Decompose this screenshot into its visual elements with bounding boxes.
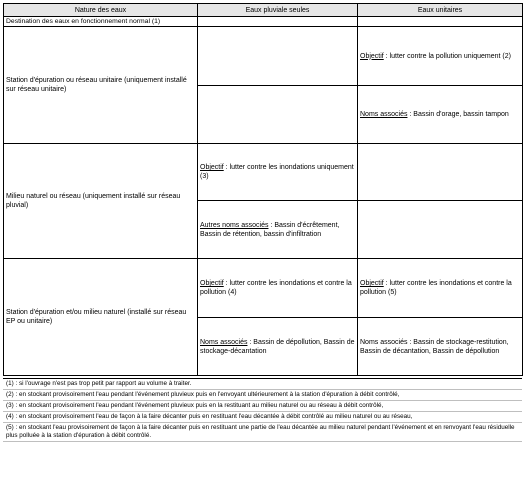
footnote: (2) : en stockant provisoirement l'eau pendant l'événement pluvieux puis en l'envoyant ultérieurement à la station d'épuration à débit contrôlé, [3, 390, 522, 401]
row1-pluv-bottom [198, 86, 358, 144]
header-unitaires: Eaux unitaires [358, 4, 523, 17]
row2-unit-bottom [358, 201, 523, 259]
row3-unit-top [358, 259, 523, 318]
objectif-text: : lutter contre les inondations et contre la pollution (4) [200, 280, 352, 296]
footnote: (1) : si l'ouvrage n'est pas trop petit par rapport au volume à traiter. [3, 379, 522, 390]
objectif-label: Objectif [360, 280, 384, 287]
row2-pluv-top [198, 144, 358, 201]
row1-unit-top [358, 27, 523, 86]
noms-text: : Bassin de dépollution, Bassin de stockage-décantation [200, 338, 355, 355]
section-row [4, 17, 523, 27]
header-nature: Nature des eaux [4, 4, 198, 17]
footnotes [3, 378, 522, 442]
row-label: Milieu naturel ou réseau (uniquement installé sur réseau pluvial) [4, 144, 198, 259]
section-empty-pluv [198, 17, 358, 27]
table-row [4, 27, 523, 86]
header-row [4, 4, 523, 17]
row-label: Station d'épuration et/ou milieu naturel (installé sur réseau EP ou unitaire) [4, 259, 198, 376]
objectif-text: : lutter contre les inondations et contre la pollution (5) [360, 280, 512, 296]
noms-text: : Bassin d'orage, bassin tampon [407, 111, 509, 118]
footnote: (3) : en stockant provisoirement l'eau pendant l'événement pluvieux puis en la restituant au milieu naturel ou au réseau à débit contrôlé, [3, 401, 522, 412]
noms-label: Noms associés [360, 111, 408, 118]
noms-label: Autres noms associés [200, 221, 269, 229]
noms-label: Noms associés [200, 338, 248, 346]
row1-unit-bottom [358, 86, 523, 144]
row2-pluv-bottom [198, 201, 358, 259]
footnote: (5) : en stockant l'eau provisoirement de façon à la faire décanter puis en restituant une partie de l'eau décantée au milieu naturel pendant l'événement et en renvoyant l'eau résiduelle plus polluée à la station d'épuration à débit contrôlé. [3, 423, 522, 442]
row3-unit-bottom: Noms associés : Bassin de stockage-restitution, Bassin de décantation, Bassin de dépollution [358, 318, 523, 376]
row3-pluv-bottom [198, 318, 358, 376]
objectif-label: Objectif [200, 280, 224, 287]
row-label: Station d'épuration ou réseau unitaire (uniquement installé sur réseau unitaire) [4, 27, 198, 144]
row2-unit-top [358, 144, 523, 201]
document [3, 3, 522, 442]
objectif-label: Objectif [360, 52, 384, 60]
objectif-text: : lutter contre la pollution uniquement (2) [383, 52, 511, 60]
noms-text: : Bassin d'écrêtement, Bassin de rétention, bassin d'infiltration [200, 221, 340, 238]
row3-pluv-top [198, 259, 358, 318]
table-row [4, 144, 523, 201]
section-empty-unit [358, 17, 523, 27]
section-title: Destination des eaux en fonctionnement normal (1) [4, 17, 198, 27]
objectif-text: : lutter contre les inondations uniquement (3) [200, 164, 354, 180]
header-pluviales: Eaux pluviale seules [198, 4, 358, 17]
footnote: (4) : en stockant provisoirement l'eau de façon à la faire décanter puis en restituant l'eau décantée à débit contrôlé au milieu naturel ou au réseau, [3, 412, 522, 423]
water-table [3, 3, 523, 376]
row1-pluv-top [198, 27, 358, 86]
objectif-label: Objectif [200, 164, 224, 171]
table-row [4, 259, 523, 318]
